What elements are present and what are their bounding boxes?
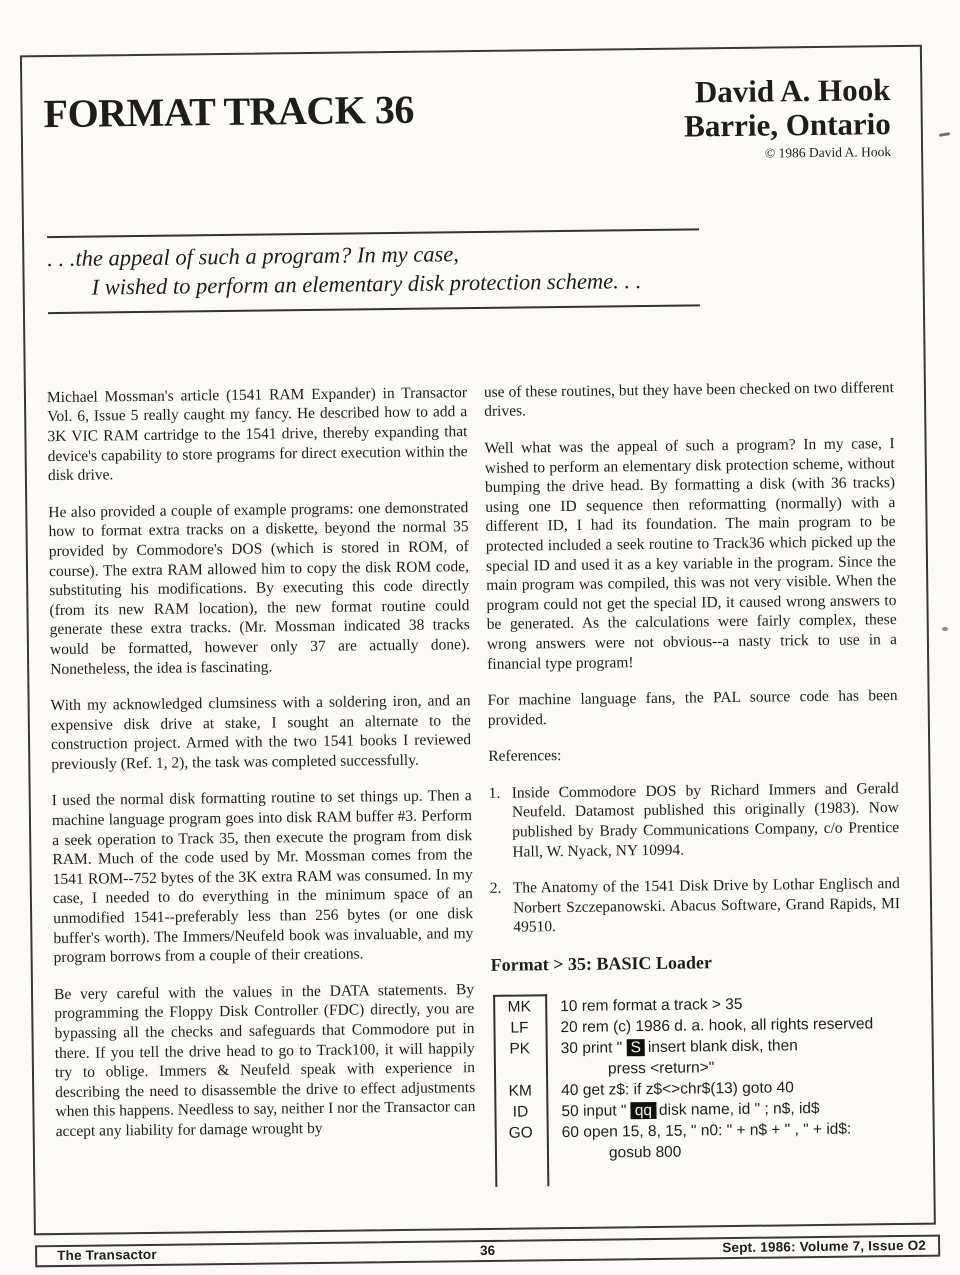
author-name: David A. Hook — [694, 72, 891, 110]
petscii-inverse-block: S — [626, 1039, 645, 1056]
paragraph: For machine language fans, the PAL source code has been provided. — [487, 687, 898, 729]
paragraph: I used the normal disk formatting routine to set things up. Then a machine language program goes into disk RAM buffer #3. Perform a seek operation to Track 35, then execute the program from disk RAM. Much of the code used by Mr. Mossman comes from the 1541 ROM--752 bytes of the 3K extra RAM was consumed. In my case, I needed to do everything in the minimum space of an unmodified 1541--preferably less than 256 bytes (or one disk buffer's worth). The Immers/Neufeld book was invaluable, and my program borrows from a couple of their creations. — [51, 787, 474, 967]
article-title: FORMAT TRACK 36 — [43, 86, 415, 137]
byline — [684, 73, 892, 163]
checksum-cell: ID — [512, 1103, 529, 1121]
paragraph: Michael Mossman's article (1541 RAM Expander) in Transactor Vol. 6, Issue 5 really caught my fancy. He described how to add a 3K VIC RAM cartridge to the 1541 drive, thereby expanding that device's capability to store programs for direct execution within the disk drive. — [46, 383, 468, 485]
paragraph: Be very careful with the values in the DATA statements. By programming the Floppy Disk Controller (FDC) directly, you are bypassing all the checks and safeguards that Commodore put in there. If you tell the drive head to go to Track100, it will happily try to oblige. Immers & Neufeld speak with experience in describing the need to disassemble the drive to effect adjustments when this happens. Needless to say, neither I nor the Transactor can accept any liability for damage wrought by — [53, 980, 476, 1141]
code-listing — [493, 992, 903, 1187]
article-header — [43, 73, 891, 170]
code-text: gosub 800 — [608, 1143, 682, 1162]
paragraph: Well what was the appeal of such a program? In my case, I wished to perform an elementary disk protection scheme, without bumping the drive head. By formatting a disk (with 36 tracks) using one ID sequence then reformatting (normally) with a different ID, I had its foundation. The main program to be protected included a seek routine to Track36 which picked up the special ID and used it as a key variable in the program. Since the main program was compiled, this was not very visible. When the program could not get the special ID, it caused wrong answers to be generated. As the calculations were fairly complex, these wrong answers were not obvious--a nasty trick to use in a financial type program! — [484, 435, 898, 673]
checksum-cell — [494, 1059, 546, 1081]
code-line-continuation — [495, 1139, 903, 1165]
issue-label: Sept. 1986: Volume 7, Issue O2 — [722, 1237, 927, 1256]
reference-text: The Anatomy of the 1541 Disk Drive by Lothar Englisch and Norbert Szczepanowski. Abacus Software, Grand Rapids, MI 49510. — [512, 875, 901, 937]
listing-heading: Format > 35: BASIC Loader — [490, 952, 713, 975]
reference-number: 1. — [488, 784, 501, 802]
code-text-segment: 30 print " — [560, 1039, 627, 1058]
article-body — [47, 378, 903, 1192]
pull-quote-line-1: . . .the appeal of such a program? In my case, — [47, 241, 460, 272]
checksum-cell: KM — [508, 1082, 532, 1100]
references-heading: References: — [488, 747, 562, 766]
reference-item — [490, 874, 901, 938]
pull-quote — [47, 229, 700, 314]
scan-artifact — [942, 627, 948, 631]
author-location: Barrie, Ontario — [683, 106, 891, 144]
code-text-segment: disk name, id " ; n$, id$ — [658, 1100, 820, 1119]
paragraph: He also provided a couple of example programs: one demonstrated how to format extra tracks on a diskette, beyond the normal 35 provided by Commodore's DOS (which is stored in ROM, of course). The extra RAM allowed him to copy the disk ROM code, substituting his modifications. By executing this code directly (from its new RAM location), the new format routine could generate these extra tracks. (Mr. Mossman indicated 38 tracks would be formatted, however only 37 are actually done). Nonetheless, the idea is fascinating. — [48, 498, 471, 678]
copyright-line: © 1986 David A. Hook — [764, 144, 892, 161]
left-column — [47, 383, 477, 1192]
right-column — [484, 378, 904, 1187]
magazine-name: The Transactor — [57, 1246, 157, 1264]
paragraph: use of these routines, but they have been checked on two different drives. — [483, 378, 895, 421]
checksum-cell: PK — [509, 1040, 531, 1058]
footer-bar — [35, 1235, 940, 1268]
page-number: 36 — [480, 1242, 496, 1259]
checksum-cell: MK — [507, 998, 531, 1016]
checksum-cell: GO — [508, 1124, 533, 1142]
code-text: 40 get z$: if z$<>chr$(13) goto 40 — [561, 1079, 794, 1100]
code-text-segment: insert blank disk, then — [647, 1037, 798, 1057]
checksum-cell — [495, 1143, 547, 1165]
code-text: press <return>" — [607, 1059, 715, 1078]
code-text: 10 rem format a track > 35 — [560, 995, 743, 1016]
reference-item — [489, 779, 900, 862]
code-text — [546, 1035, 798, 1059]
reference-text: Inside Commodore DOS by Richard Immers and Gerald Neufeld. Datamost published this originally (1983). Now published by Brady Communications Company, c/o Prentice Hall, W. Nyack, NY 10994. — [511, 779, 900, 861]
checksum-cell: LF — [510, 1019, 529, 1037]
pull-quote-line-2: I wished to perform an elementary disk protection scheme. . . — [91, 268, 642, 300]
page-frame — [20, 45, 936, 1236]
code-text-segment: 50 input " — [561, 1102, 631, 1121]
petscii-inverse-block: qq — [631, 1102, 656, 1119]
code-text: 20 rem (c) 1986 d. a. hook, all rights reserved — [560, 1015, 874, 1037]
reference-number: 2. — [489, 880, 502, 898]
code-text: 60 open 15, 8, 15, " n0: " + n$ + " , " + id$: — [561, 1120, 852, 1142]
paragraph: With my acknowledged clumsiness with a soldering iron, and an expensive disk drive at stake, I sought an alternate to the construction project. Armed with the two 1541 books I reviewed previously (Ref. 1, 2), the task was completed successfully. — [50, 692, 472, 773]
